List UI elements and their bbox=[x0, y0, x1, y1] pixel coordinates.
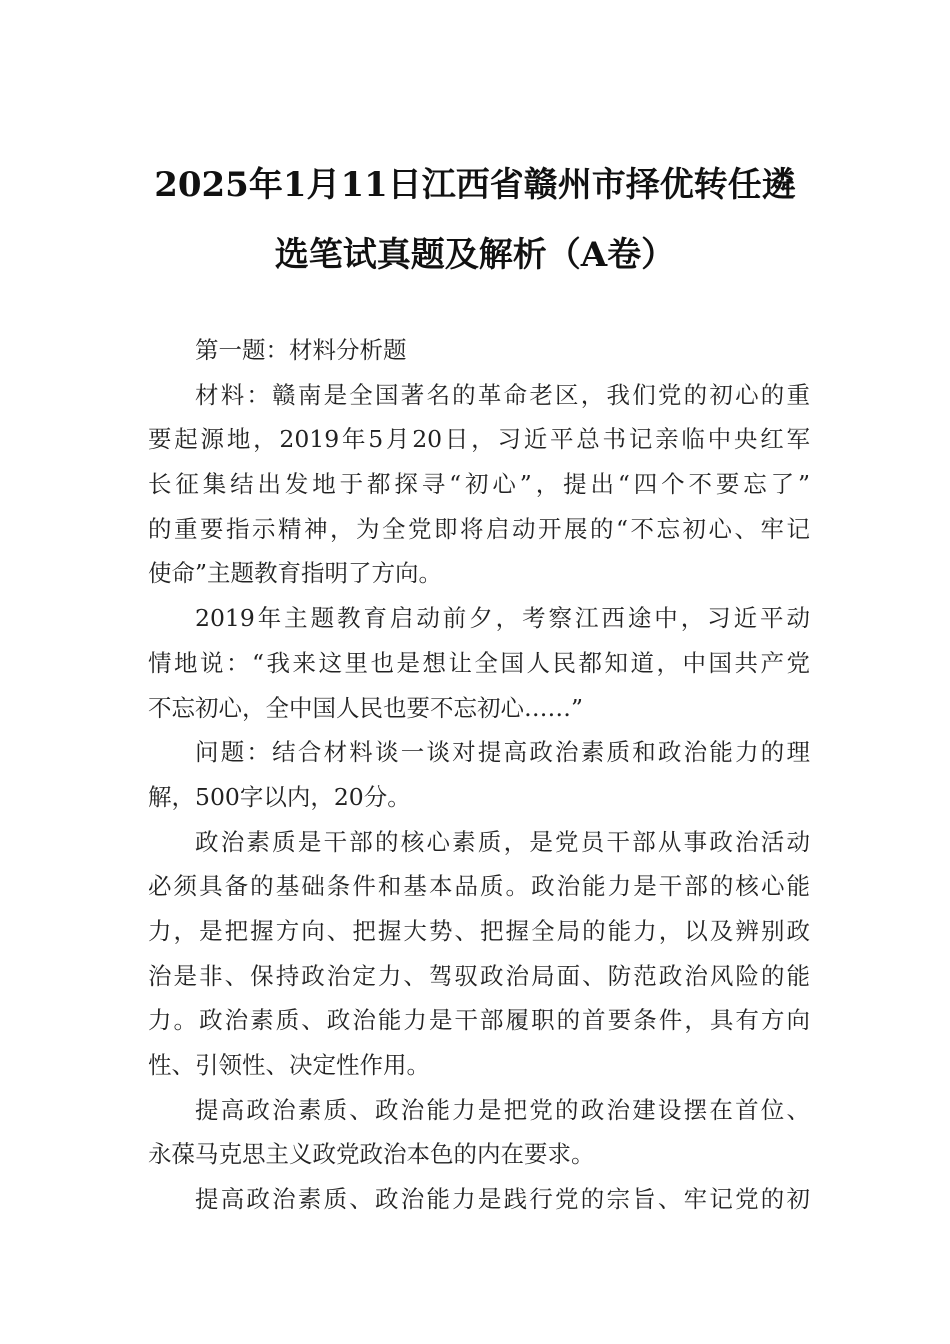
body-line: 2019年主题教育启动前夕，考察江西途中，习近平动 bbox=[195, 604, 810, 633]
body-line: 提高政治素质、政治能力是把党的政治建设摆在首位、 bbox=[195, 1095, 810, 1124]
body-line: 永葆马克思主义政党政治本色的内在要求。 bbox=[148, 1140, 595, 1169]
body-line: 的重要指示精神，为全党即将启动开展的“不忘初心、牢记 bbox=[148, 514, 810, 543]
body-line: 问题：结合材料谈一谈对提高政治素质和政治能力的理 bbox=[195, 738, 810, 767]
body-line: 力，是把握方向、把握大势、把握全局的能力，以及辨别政 bbox=[148, 916, 810, 945]
document-title-line-1: 2025年1月11日江西省赣州市择优转任遴 bbox=[154, 165, 796, 205]
body-line: 治是非、保持政治定力、驾驭政治局面、防范政治风险的能 bbox=[148, 961, 810, 990]
body-line: 提高政治素质、政治能力是践行党的宗旨、牢记党的初 bbox=[195, 1185, 810, 1214]
body-line: 材料：赣南是全国著名的革命老区，我们党的初心的重 bbox=[195, 380, 810, 409]
body-line: 政治素质是干部的核心素质，是党员干部从事政治活动 bbox=[195, 827, 810, 856]
body-line: 第一题：材料分析题 bbox=[195, 336, 407, 364]
document-title-line-2: 选笔试真题及解析（A卷） bbox=[274, 235, 676, 275]
document-body bbox=[148, 328, 810, 1222]
body-line: 情地说：“我来这里也是想让全国人民都知道，中国共产党 bbox=[148, 648, 810, 677]
body-line: 解，500字以内，20分。 bbox=[148, 782, 411, 811]
body-line: 力。政治素质、政治能力是干部履职的首要条件，具有方向 bbox=[148, 1006, 810, 1035]
body-line: 要起源地，2019年5月20日，习近平总书记亲临中央红军 bbox=[148, 425, 810, 454]
body-line: 不忘初心，全中国人民也要不忘初心……” bbox=[148, 693, 584, 722]
body-line: 性、引领性、决定性作用。 bbox=[148, 1051, 430, 1079]
body-line: 必须具备的基础条件和基本品质。政治能力是干部的核心能 bbox=[148, 872, 810, 901]
body-line: 使命”主题教育指明了方向。 bbox=[148, 559, 443, 588]
body-line: 长征集结出发地于都探寻“初心”，提出“四个不要忘了” bbox=[148, 470, 810, 499]
